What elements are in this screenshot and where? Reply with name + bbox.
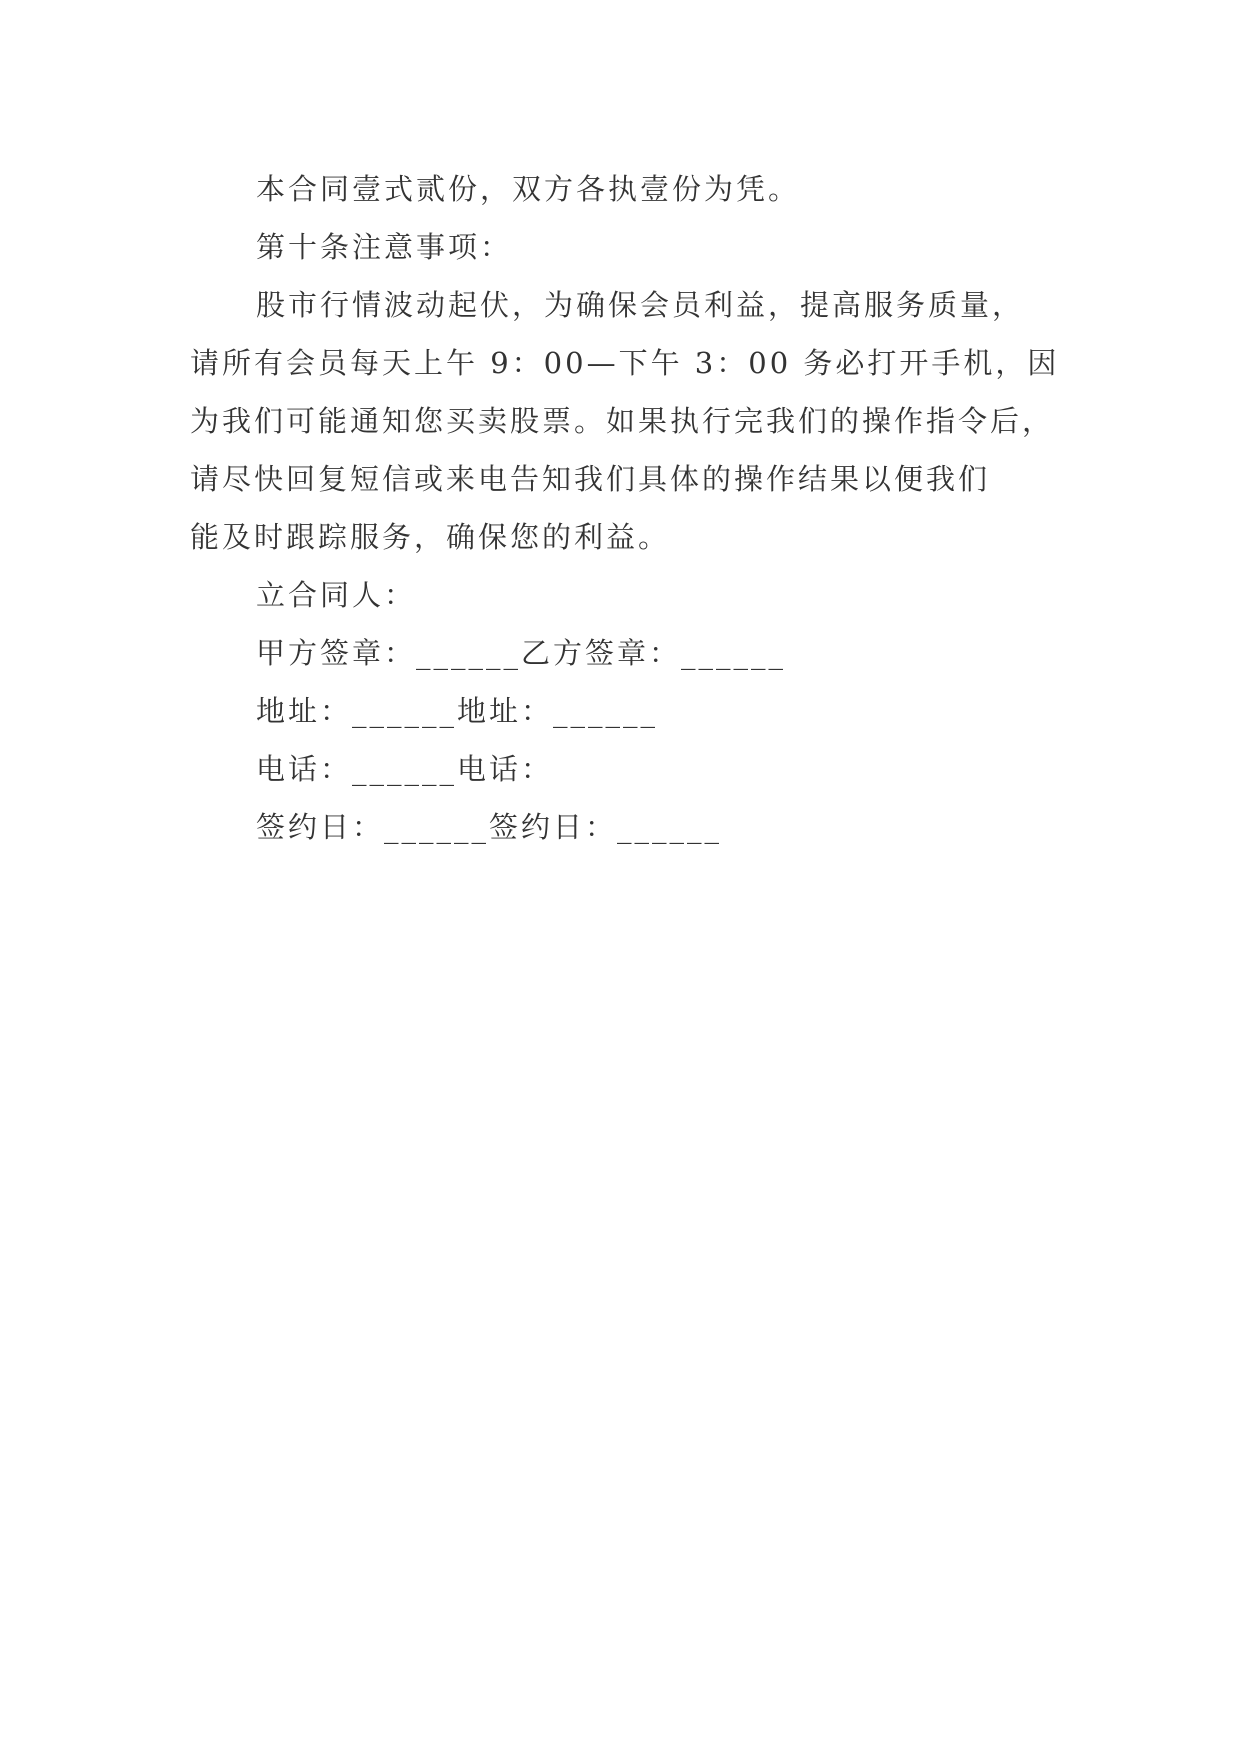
signature-line: 甲方签章：______乙方签章：______ — [256, 636, 787, 670]
signatories-label: 立合同人： — [256, 578, 417, 612]
article-ten-heading: 第十条注意事项： — [256, 230, 513, 264]
date-line: 签约日：______签约日：______ — [256, 810, 723, 844]
notice-line: 请尽快回复短信或来电告知我们具体的操作结果以便我们 — [190, 462, 991, 496]
notice-paragraph — [190, 276, 1070, 566]
document-body — [190, 160, 1070, 856]
phone-line: 电话：______电话： — [256, 752, 554, 786]
notice-line: 为我们可能通知您买卖股票。如果执行完我们的操作指令后， — [190, 404, 1055, 438]
address-line: 地址：______地址：______ — [256, 694, 659, 728]
notice-line: 请所有会员每天上午 9：00—下午 3：00 务必打开手机，因 — [190, 346, 1060, 380]
copies-clause: 本合同壹式贰份，双方各执壹份为凭。 — [256, 172, 801, 206]
notice-line: 股市行情波动起伏，为确保会员利益，提高服务质量， — [256, 288, 1025, 322]
notice-line: 能及时跟踪服务，确保您的利益。 — [190, 520, 671, 554]
